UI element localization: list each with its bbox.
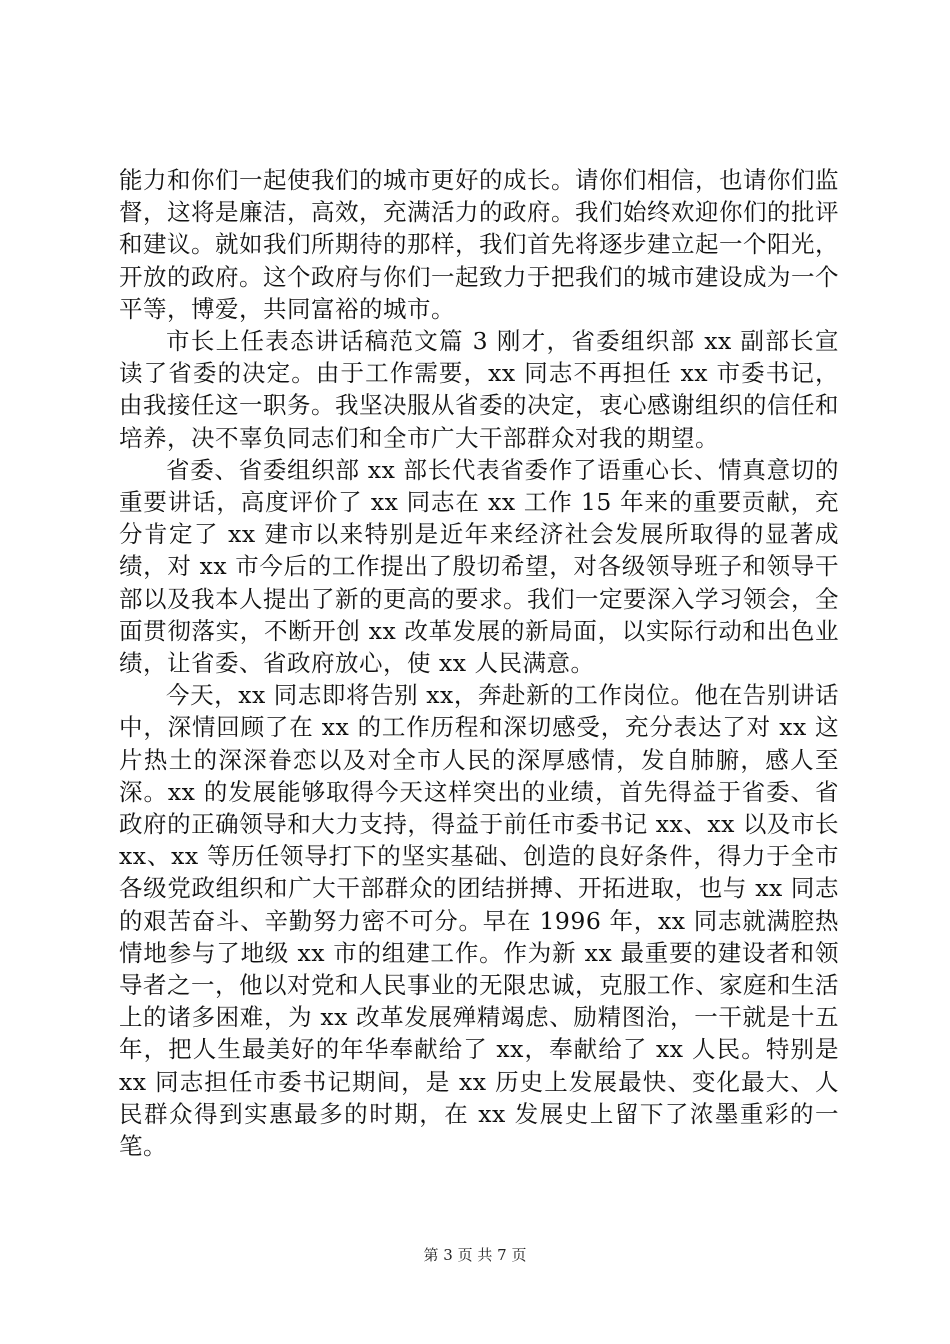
document-body — [119, 164, 839, 1162]
paragraph-2: 市长上任表态讲话稿范文篇 3 刚才，省委组织部 xx 副部长宣读了省委的决定。由于工作需要，xx 同志不再担任 xx 市委书记，由我接任这一职务。我坚决服从省委的决定，衷心感谢组织的信任和培养，决不辜负同志们和全市广大干部群众对我的期望。 — [119, 327, 839, 452]
paragraph-3: 省委、省委组织部 xx 部长代表省委作了语重心长、情真意切的重要讲话，高度评价了 xx 同志在 xx 工作 15 年来的重要贡献，充分肯定了 xx 建市以来特别是近年来经济社会发展所取得的显著成绩，对 xx 市今后的工作提出了殷切希望，对各级领导班子和领导干部以及我本人提出了新的更高的要求。我们一定要深入学习领会，全面贯彻落实，不断开创 xx 改革发展的新局面，以实际行动和出色业绩，让省委、省政府放心，使 xx 人民满意。 — [119, 455, 839, 678]
paragraph-4: 今天，xx 同志即将告别 xx，奔赴新的工作岗位。他在告别讲话中，深情回顾了在 xx 的工作历程和深切感受，充分表达了对 xx 这片热土的深深眷恋以及对全市人民的深厚感情，发自肺腑，感人至深。xx 的发展能够取得今天这样突出的业绩，首先得益于省委、省政府的正确领导和大力支持，得益于前任市委书记 xx、xx 以及市长 xx、xx 等历任领导打下的坚实基础、创造的良好条件，得力于全市各级党政组织和广大干部群众的团结拼搏、开拓进取，也与 xx 同志的艰苦奋斗、辛勤努力密不可分。早在 1996 年，xx 同志就满腔热情地参与了地级 xx 市的组建工作。作为新 xx 最重要的建设者和领导者之一，他以对党和人民事业的无限忠诚，克服工作、家庭和生活上的诸多困难，为 xx 改革发展殚精竭虑、励精图治，一干就是十五年，把人生最美好的年华奉献给了 xx，奉献给了 xx 人民。特别是 xx 同志担任市委书记期间，是 xx 历史上发展最快、变化最大、人民群众得到实惠最多的时期，在 xx 发展史上留下了浓墨重彩的一笔。 — [119, 681, 839, 1161]
page-footer: 第 3 页 共 7 页 — [423, 1246, 527, 1264]
paragraph-1: 能力和你们一起使我们的城市更好的成长。请你们相信，也请你们监督，这将是廉洁，高效，充满活力的政府。我们始终欢迎你们的批评和建议。就如我们所期待的那样，我们首先将逐步建立起一个阳光，开放的政府。这个政府与你们一起致力于把我们的城市建设成为一个平等，博爱，共同富裕的城市。 — [119, 166, 839, 323]
